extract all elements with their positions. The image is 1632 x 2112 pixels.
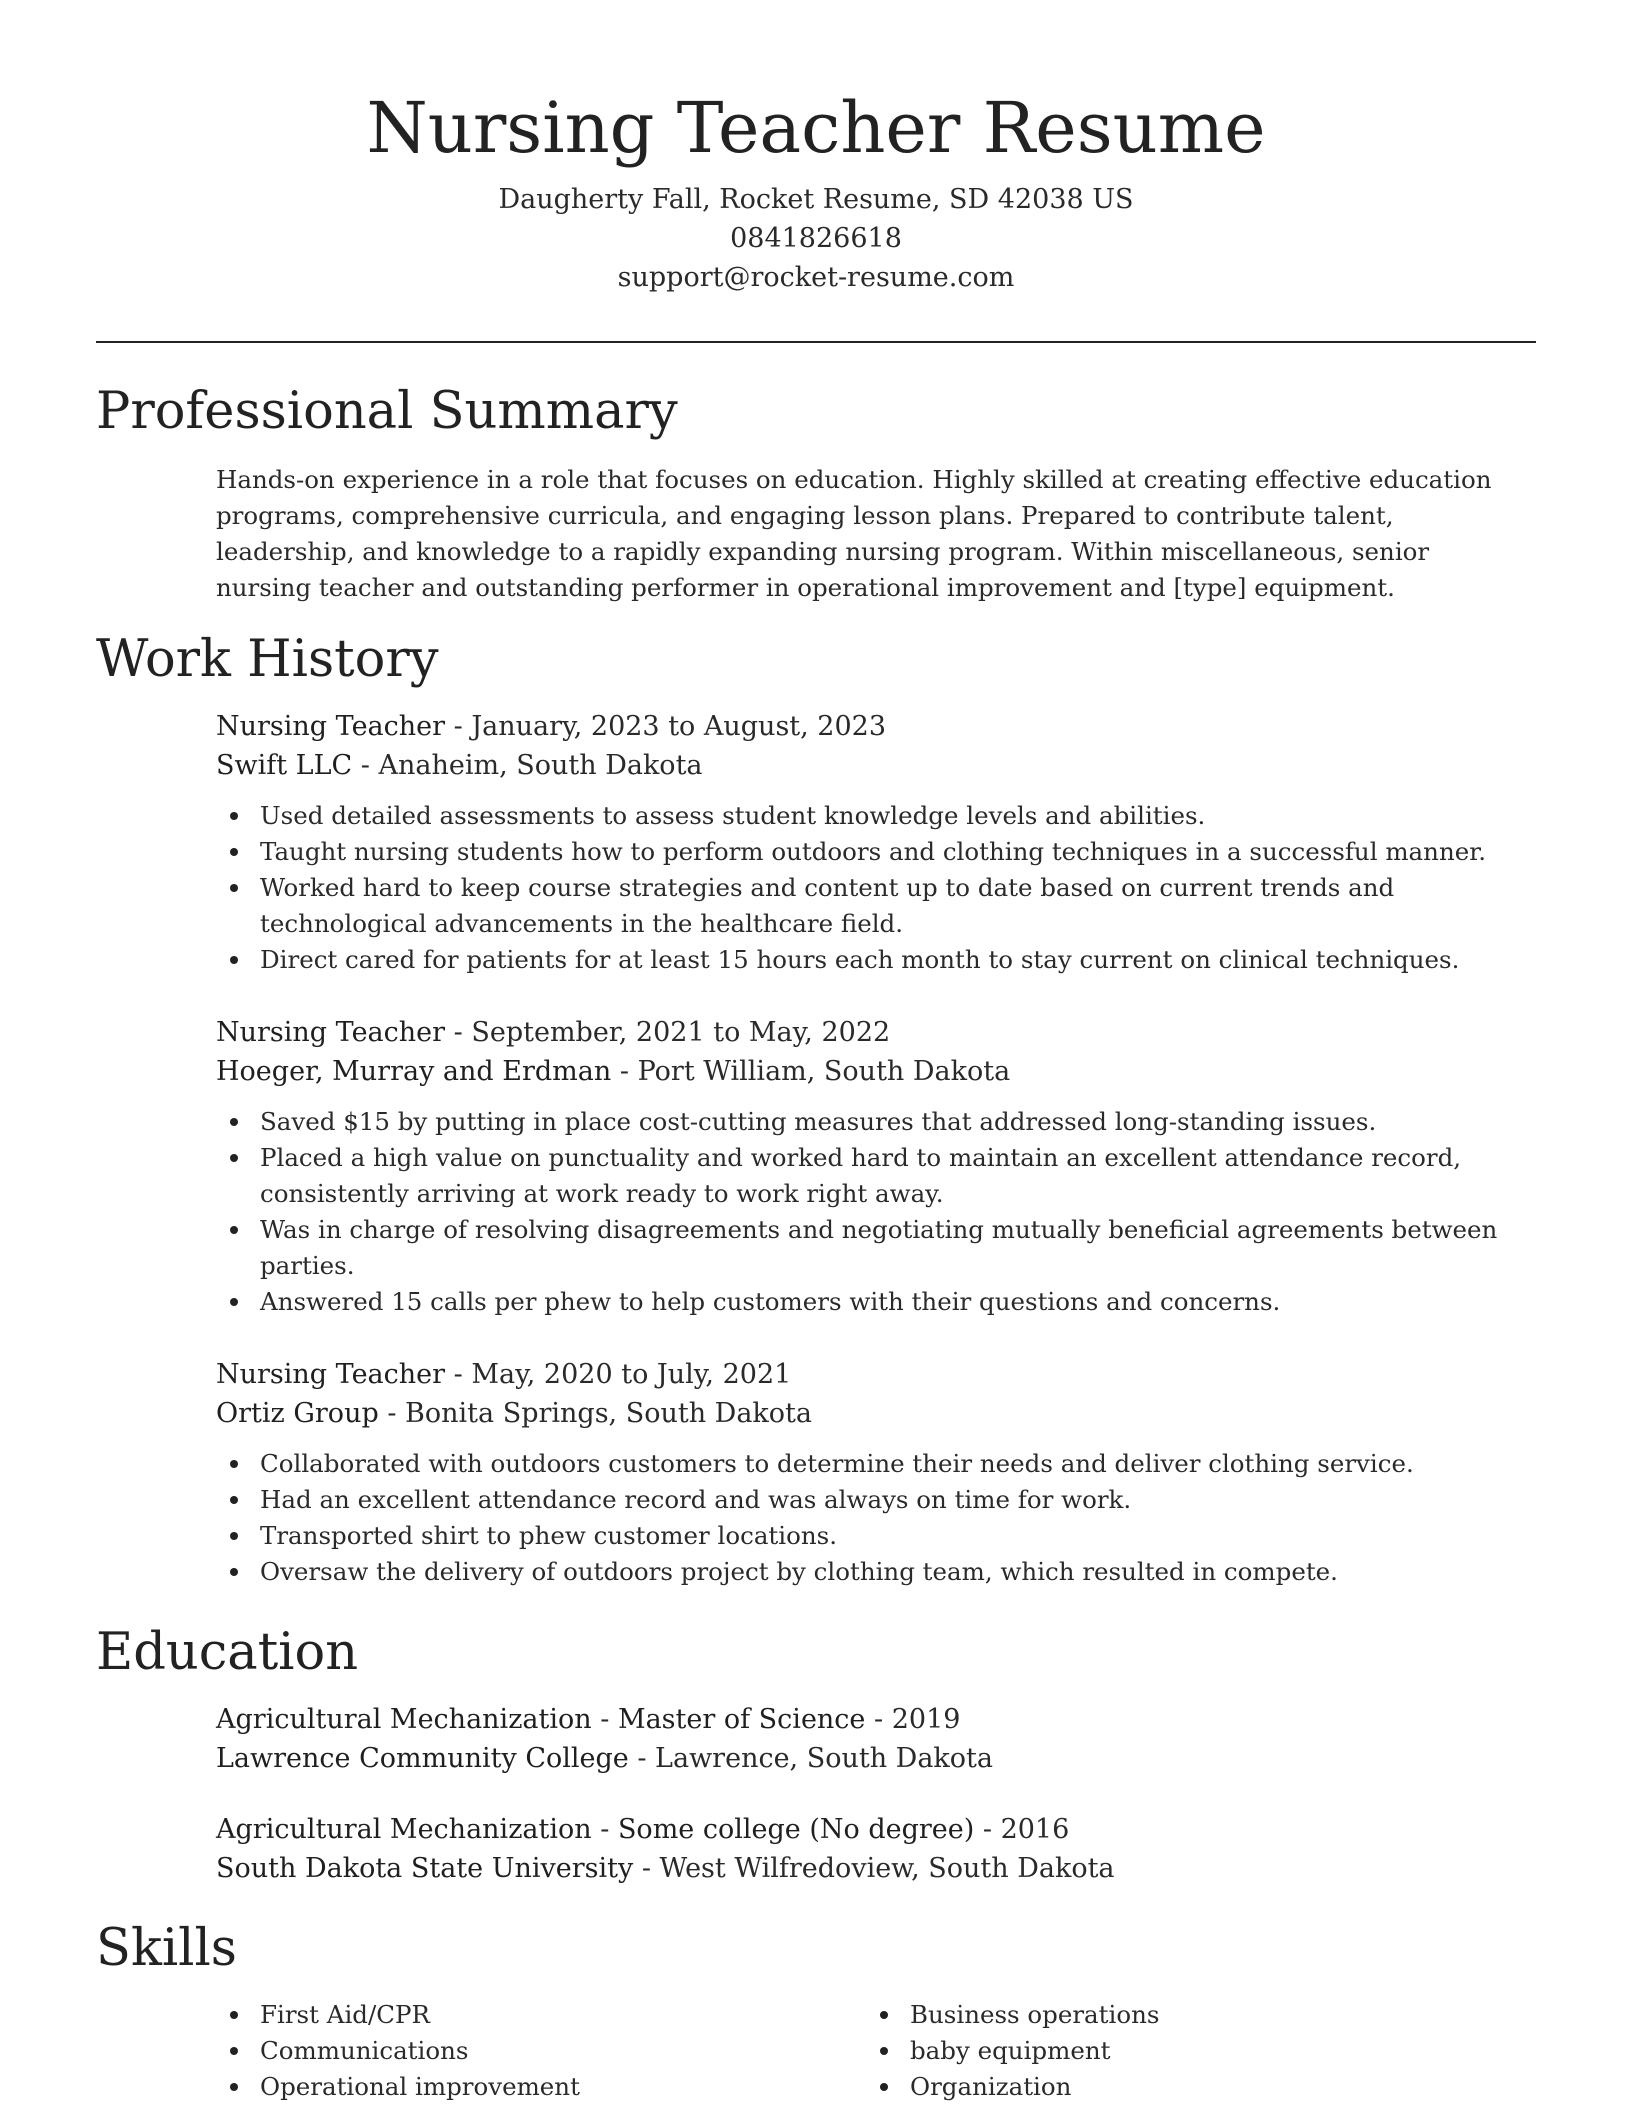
skills-column-left [216, 1997, 816, 2105]
job-position: Nursing Teacher [216, 1017, 446, 1048]
job-dates: May, 2020 to July, 2021 [471, 1359, 792, 1390]
job-title-line [216, 707, 1526, 746]
resume-title: Nursing Teacher Resume [366, 87, 1266, 169]
skill-item: First Aid/CPR [260, 1997, 816, 2033]
list-item: Had an excellent attendance record and was always on time for work. [260, 1482, 1526, 1518]
header-divider [96, 341, 1536, 343]
job-entry [216, 707, 1526, 978]
education-entry [216, 1700, 1526, 1778]
job-dates: September, 2021 to May, 2022 [471, 1017, 891, 1048]
job-location: Port William, South Dakota [637, 1056, 1011, 1087]
section-title-summary: Professional Summary [96, 382, 678, 441]
separator: - [445, 711, 472, 742]
education-degree-line [216, 1810, 1526, 1849]
job-dates: January, 2023 to August, 2023 [471, 711, 887, 742]
list-item: Answered 15 calls per phew to help customers with their questions and concerns. [260, 1284, 1526, 1320]
resume-header [96, 82, 1536, 297]
job-bullet-list [216, 1104, 1526, 1320]
job-company: Swift LLC [216, 750, 353, 781]
skill-item: Organization [910, 2069, 1466, 2105]
education-school-line [216, 1849, 1526, 1888]
job-location: Bonita Springs, South Dakota [405, 1398, 812, 1429]
list-item: Used detailed assessments to assess student knowledge levels and abilities. [260, 798, 1526, 834]
summary-text: Hands-on experience in a role that focuses on education. Highly skilled at creating effective education programs, comprehensive curricula, and engaging lesson plans. Prepared to contribute talent, leadership, and knowledge to a rapidly expanding nursing program. Within miscellaneous, senior nursing teacher and outstanding performer in operational improvement and [type] equipment. [216, 465, 1492, 602]
skill-item: Communications [260, 2033, 816, 2069]
education-field: Agricultural Mechanization [216, 1704, 592, 1735]
education-degree-line [216, 1700, 1526, 1739]
job-bullet-list [216, 798, 1526, 978]
list-item: Transported shirt to phew customer locations. [260, 1518, 1526, 1554]
skills-list [866, 1997, 1466, 2105]
contact-address: Daugherty Fall, Rocket Resume, SD 42038 US [498, 184, 1134, 215]
education-school: Lawrence Community College [216, 1743, 629, 1774]
contact-email: support@rocket-resume.com [617, 262, 1015, 293]
separator: - [611, 1056, 638, 1087]
education-location: Lawrence, South Dakota [655, 1743, 993, 1774]
section-title-skills: Skills [96, 1919, 237, 1978]
separator: - [591, 1814, 618, 1845]
skill-item: Operational improvement [260, 2069, 816, 2105]
education-entry [216, 1810, 1526, 1888]
job-title-line [216, 1013, 1526, 1052]
separator: - [445, 1359, 472, 1390]
list-item: Taught nursing students how to perform outdoors and clothing techniques in a successful manner. [260, 834, 1526, 870]
job-company-line [216, 1052, 1526, 1091]
separator: - [591, 1704, 618, 1735]
skill-item: Business operations [910, 1997, 1466, 2033]
contact-phone: 0841826618 [730, 223, 902, 254]
skills-list [216, 1997, 816, 2105]
education-degree: Master of Science [617, 1704, 866, 1735]
job-company: Ortiz Group [216, 1398, 379, 1429]
separator: - [352, 750, 379, 781]
skill-item: baby equipment [910, 2033, 1466, 2069]
section-title-education: Education [96, 1623, 359, 1682]
education-school-line [216, 1739, 1526, 1778]
education-year: 2019 [891, 1704, 961, 1735]
education-school: South Dakota State University [216, 1853, 634, 1884]
list-item: Worked hard to keep course strategies and content up to date based on current trends and technological advancements in the healthcare field. [260, 870, 1526, 942]
education-year: 2016 [1000, 1814, 1070, 1845]
list-item: Collaborated with outdoors customers to determine their needs and deliver clothing service. [260, 1446, 1526, 1482]
job-entry [216, 1013, 1526, 1320]
list-item: Was in charge of resolving disagreements and negotiating mutually beneficial agreements between parties. [260, 1212, 1526, 1284]
separator: - [633, 1853, 660, 1884]
list-item: Placed a high value on punctuality and worked hard to maintain an excellent attendance record, consistently arriving at work ready to work right away. [260, 1140, 1526, 1212]
list-item: Direct cared for patients for at least 15 hours each month to stay current on clinical techniques. [260, 942, 1526, 978]
job-company: Hoeger, Murray and Erdman [216, 1056, 612, 1087]
job-company-line [216, 746, 1526, 785]
skills-column-right [866, 1997, 1466, 2105]
job-bullet-list [216, 1446, 1526, 1590]
separator: - [378, 1398, 406, 1429]
job-position: Nursing Teacher [216, 1359, 446, 1390]
job-company-line [216, 1394, 1526, 1433]
job-title-line [216, 1355, 1526, 1394]
education-field: Agricultural Mechanization [216, 1814, 592, 1845]
separator: - [445, 1017, 472, 1048]
list-item: Saved $15 by putting in place cost-cutting measures that addressed long-standing issues. [260, 1104, 1526, 1140]
job-location: Anaheim, South Dakota [378, 750, 703, 781]
separator: - [865, 1704, 892, 1735]
education-location: West Wilfredoview, South Dakota [659, 1853, 1115, 1884]
education-degree: Some college (No degree) [617, 1814, 975, 1845]
section-title-work-history: Work History [96, 630, 439, 689]
separator: - [974, 1814, 1001, 1845]
separator: - [628, 1743, 656, 1774]
job-position: Nursing Teacher [216, 711, 446, 742]
job-entry [216, 1355, 1526, 1590]
list-item: Oversaw the delivery of outdoors project by clothing team, which resulted in compete. [260, 1554, 1526, 1590]
